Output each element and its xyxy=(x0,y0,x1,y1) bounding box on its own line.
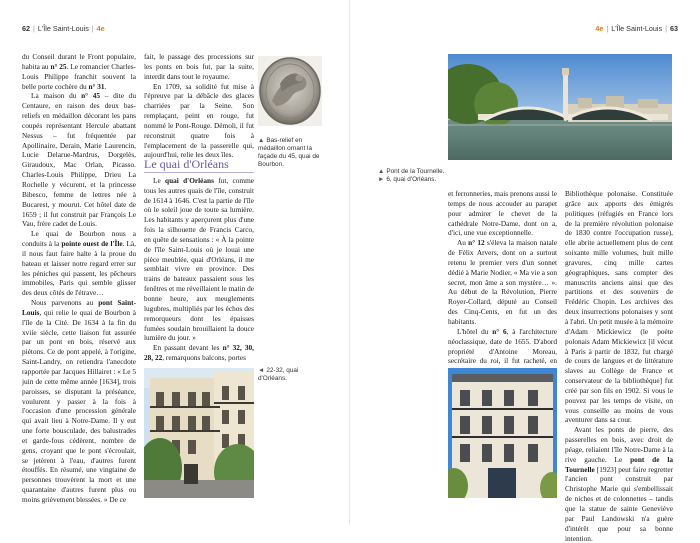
left-column-2-top xyxy=(144,52,254,160)
paragraph: Bibliothèque polonaise. Constituée grâce aux apports des émigrés politiques (réfugiés en France lors de la première révolution polonaise de 1830 contre l'occupation russe), elle abrite actuellement plus de cent soixante mille volumes, huit mille gravures, cinq mille cartes géographiques, sans compter des manuscrits anciens ainsi que des partitions et des souvenirs de Frédéric Chopin. Les archives des deux insurrections polonaises y sont à l'abri. Un petit musée à la mémoire d'Adam Mickiewicz (le poète polonais Adam Mickiewicz [il vécut à Paris à partir de 1832, fut chargé de cours de langues et de littérature slaves au Collège de France et conservateur de la bibliothèque] fut créé par son fils en 1902. Si vous le pouvez par les temps de visite, on vous conseille au moins de vous aventurer dans sa cour. xyxy=(565,189,673,425)
right-arrondissement: 4e xyxy=(595,24,604,33)
left-running-head: 62 | L'Île Saint-Louis | 4e xyxy=(22,24,105,33)
paragraph: du Conseil durant le Front populaire, habita au n° 25. Le romancier Charles-Louis Philippe franchit souvent la belle porte cochère du n° 31. xyxy=(22,52,136,91)
caption-quai: ◄ 22-32, quai d'Orléans. xyxy=(258,367,299,382)
paragraph: En 1709, sa solidité fut mise à l'épreuve par la débâcle des glaces charriées par la Seine. Son remplaçant, peint en rouge, fut nommé le Pont-Rouge. Démoli, il fut reconstruit quatre fois à l'emplacement de la passerelle qui, aujourd'hui, relie les deux îles. xyxy=(144,81,254,160)
paragraph: et ferronneries, mais prenons aussi le temps de nous accouder au parapet pour admirer le chevet de la cathédrale Notre-Dame, dont on a, d'ici, une vue exceptionnelle. xyxy=(448,189,557,238)
section-heading-quai-orleans: Le quai d'Orléans xyxy=(144,160,254,173)
right-column-2 xyxy=(565,189,673,543)
right-section-title: L'Île Saint-Louis xyxy=(611,24,663,33)
right-column-1 xyxy=(448,189,557,386)
bridge-photo xyxy=(448,54,672,160)
caption-right-top xyxy=(378,168,450,184)
paragraph: Le quai d'Orléans fut, comme tous les autres quais de l'île, construit de 1614 à 1646. C'est la partie de l'île où le soleil joue de toute sa lumière. Les habitants y aperçurent plus d'une fois la silhouette de Francis Carco, en quête de sensations : « À la pointe de l'île Saint-Louis où je louai une pièce meublée, quai d'Orléans, il me semblait vivre en province. Des trains de bateaux passaient sous les fenêtres et me réveillaient le matin de bonne heure, aux meuglements lugubres, multipliés par les échos des remorqueurs dont les épaisses fumées soudain brouillaient la douce lumière du jour. » xyxy=(144,175,254,343)
left-page xyxy=(0,0,350,525)
paragraph: L'hôtel du n° 6, à l'architecture néoclassique, date de 1655. D'abord propriété d'Antoine Moreau, secrétaire du roi, il fut racheté, en xyxy=(448,326,557,366)
caption-quai-text: 22-32, quai d'Orléans. xyxy=(258,367,299,382)
hotel-photo xyxy=(448,368,557,498)
paragraph: Le quai de Bourbon nous a conduits à la pointe ouest de l'Île. Là, il nous faut faire halte à la proue du bateau et laisser notre regard errer sur les péniches qui passent, les pêcheurs immobiles, Paris qui semble glisser des deux côtés de l'étrave… xyxy=(22,229,136,298)
caption-bridge: ▲ Pont de la Tournelle. xyxy=(378,168,445,175)
medallion-photo xyxy=(258,56,322,126)
quai-orleans-photo xyxy=(144,368,254,498)
left-section-title: L'Île Saint-Louis xyxy=(37,24,89,33)
left-column-1 xyxy=(22,52,136,505)
paragraph: La maison du n° 45 – dite du Centaure, en raison des deux bas-reliefs en médaillon décorant les pans coupés représentant Hercule abattant Nessus – fut fréquentée par Apollinaire, Derain, Marie Laurencin, Lucie Delarue-Mardrus, Dorgelès, Giraudoux, Mac Orlan, Picasso. Charles-Louis Philippe, Drieu La Rochelle y vécurent, et la princesse Bibesco, femme de lettres née à Bucarest, y mourut. Cet hôtel date de 1659 ; il fut construit par François Le Vau, frère cadet de Louis. xyxy=(22,91,136,229)
paragraph: Au n° 12 s'éleva la maison natale de Félix Arvers, dont on a surtout retenu le premier vers d'un sonnet dédié à Marie Nodier, « Ma vie a son secret, mon âme a son mystère… ». Au début de la Révolution, Pierre Royer-Collard, député au Conseil des Cinq-Cents, en fut un des habitants. xyxy=(448,238,557,326)
right-running-head: 4e | L'Île Saint-Louis | 63 xyxy=(595,24,678,33)
paragraph: Avant les ponts de pierre, des passerelles en bois, avec droit de péage, reliaient l'île Notre-Dame à la rive gauche. Le pont de la Tournelle [1923] peut faire regretter l'ancien pont construit par Christophe Marie qui s'embellissait de niches et de colonnettes – tandis que la statue de sainte Geneviève par Paul Landowski n'a guère d'intérêt que pour sa bonne intention. xyxy=(565,425,673,543)
right-page-number: 63 xyxy=(670,24,678,33)
caption-medallion-text: Bas-relief en médaillon ornant la façade du 45, quai de Bourbon. xyxy=(258,137,320,168)
caption-medallion: ▲ Bas-relief en médaillon ornant la façade du 45, quai de Bourbon. xyxy=(258,137,320,168)
left-column-2-bottom xyxy=(144,158,254,363)
paragraph: fait, le passage des processions sur les ponts en bois fut, par la suite, interdit dans tout le royaume. xyxy=(144,52,254,81)
left-page-number: 62 xyxy=(22,24,30,33)
paragraph: Nous parvenons au pont Saint-Louis, qui relie le quai de Bourbon à l'île de la Cité. De 1634 à la fin du xviie siècle, cette liaison fut assurée par un pont en bois, réservé aux piétons. Ce de pont appelé, à l'origine, Saint-Landry, on retiendra l'anecdote rapportée par Jacques Hillairet : « Le 5 juin de cette même année [1634], trois paroisses, se disputant la préséance, voulurent y passer à la fois à l'occasion d'une procession générale qui avait lieu à Notre-Dame. Il y eut une forte bousculade, des balustrades et garde-fous cédèrent, nombre de gens, croyant que le pont s'écroulait, se jetèrent à l'eau, d'autres furent étouffés. En résumé, une vingtaine de personnes trouvèrent la mort et une quarantaine d'autres furent plus ou moins grièvement blessées. » De ce xyxy=(22,298,136,504)
right-page xyxy=(350,0,700,543)
left-arrondissement: 4e xyxy=(96,24,105,33)
paragraph: En passant devant les n° 32, 30, 28, 22, remarquons balcons, portes xyxy=(144,343,254,363)
caption-hotel: ► 6, quai d'Orléans. xyxy=(378,176,437,183)
